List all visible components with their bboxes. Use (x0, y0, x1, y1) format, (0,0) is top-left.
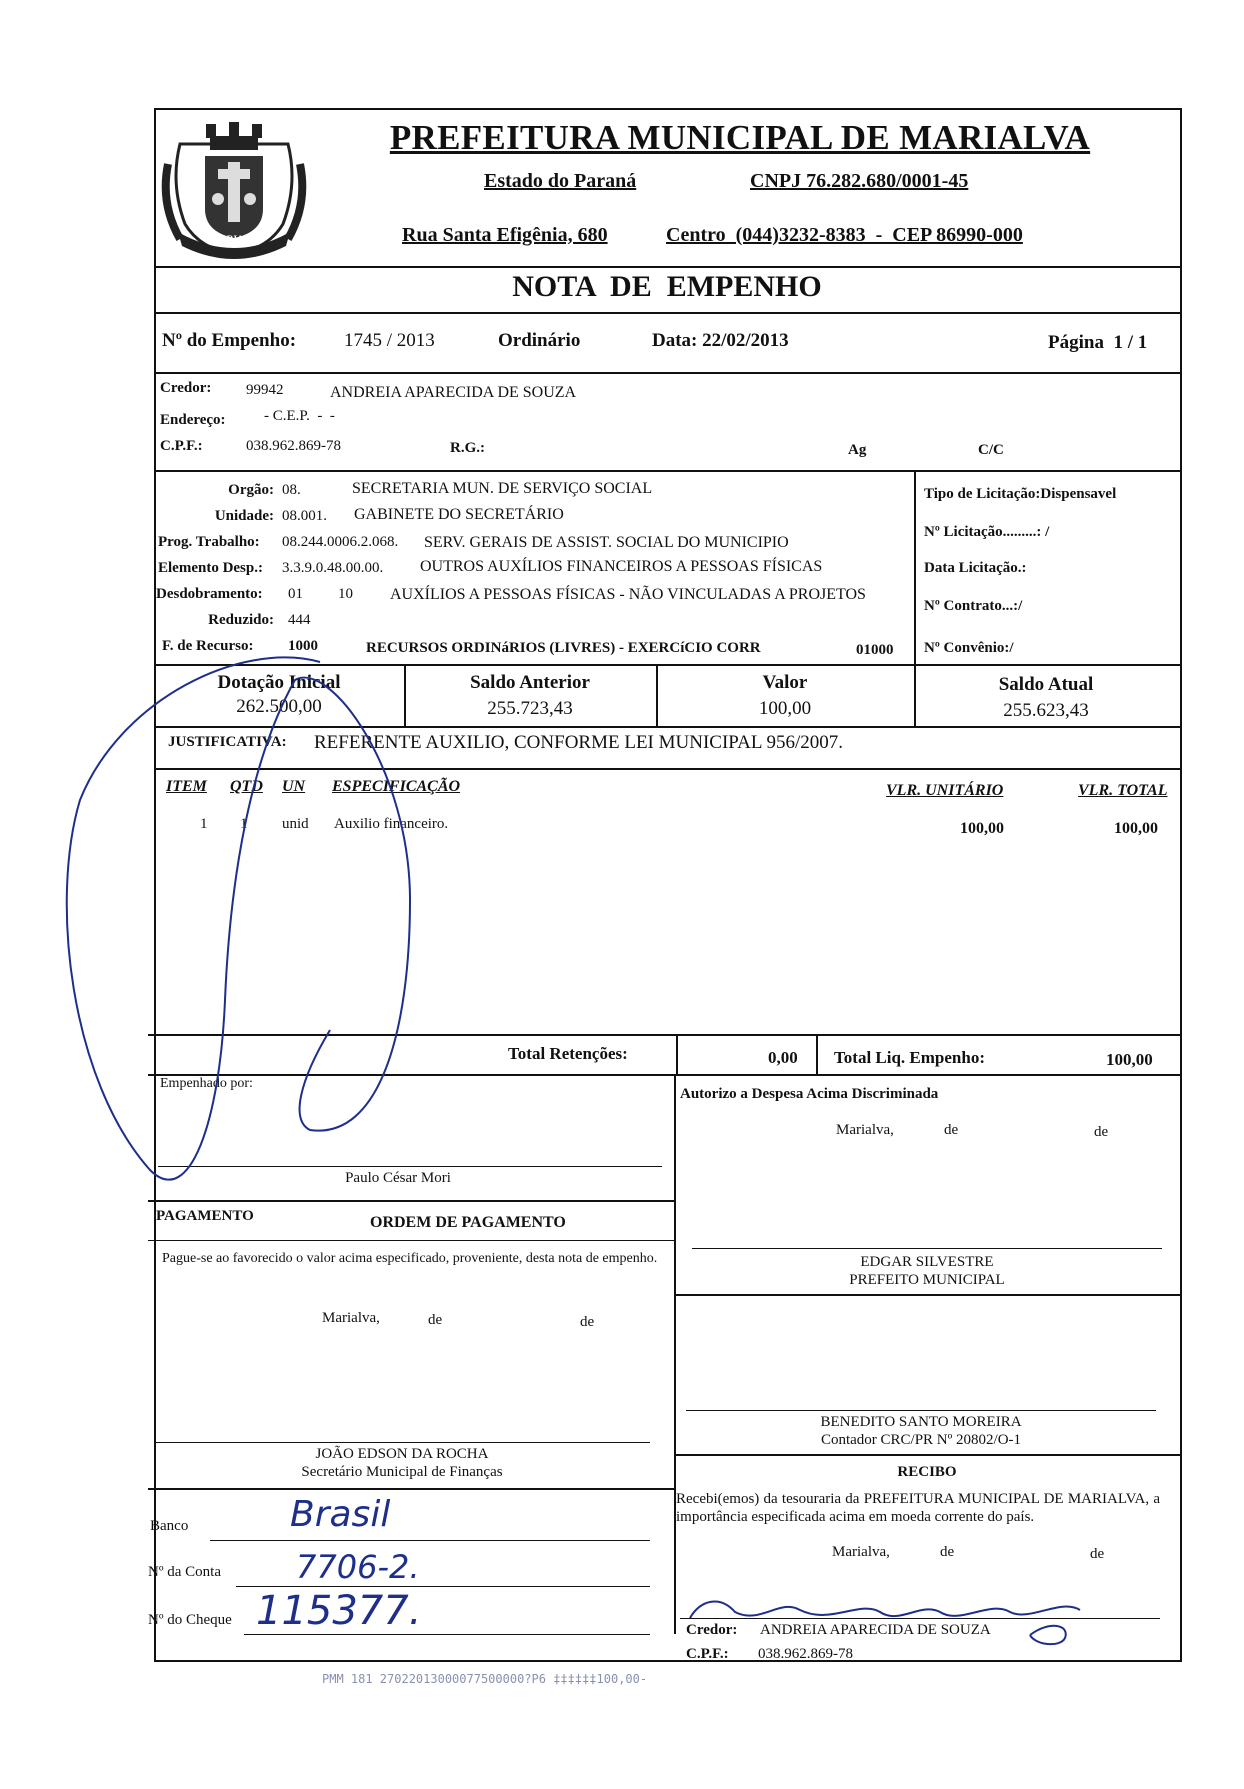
state-name: Estado do Paraná (484, 170, 637, 192)
pagamento-de-2: de (580, 1314, 595, 1330)
unidade-code: 08.001. (282, 508, 327, 524)
tipo-licitacao: Tipo de Licitação:Dispensavel (924, 486, 1117, 502)
pagamento-label: PAGAMENTO (156, 1208, 254, 1224)
total-liquido-label: Total Liq. Empenho: (834, 1048, 985, 1067)
autorizo-city: Marialva, (836, 1122, 894, 1138)
recibo-de-2: de (1090, 1546, 1105, 1562)
recibo-label: RECIBO (897, 1464, 957, 1480)
empenhado-label: Empenhado por: (160, 1076, 253, 1091)
elemento-code: 3.3.9.0.48.00.00. (282, 560, 384, 576)
elemento-name: OUTROS AUXÍLIOS FINANCEIROS A PESSOAS FÍSICAS (420, 558, 823, 575)
total-retencoes-value: 0,00 (768, 1048, 798, 1067)
conta-label: Nº da Conta (148, 1564, 221, 1580)
orgao-label: Orgão: (228, 482, 274, 498)
cnpj: CNPJ 76.282.680/0001-45 (750, 170, 969, 192)
autorizo-de-2: de (1094, 1124, 1109, 1140)
ordem-pagamento-label: ORDEM DE PAGAMENTO (370, 1214, 566, 1231)
credor-name: ANDREIA APARECIDA DE SOUZA (330, 384, 577, 401)
prog-code: 08.244.0006.2.068. (282, 534, 399, 550)
unidade-name: GABINETE DO SECRETÁRIO (354, 506, 564, 523)
cheque-label: Nº do Cheque (148, 1612, 232, 1628)
empenhado-signer: Paulo César Mori (345, 1170, 451, 1186)
empenho-number: 1745 / 2013 (344, 330, 435, 351)
col-item: ITEM (166, 778, 207, 795)
dotacao-label: Dotação Inicial (217, 672, 341, 693)
col-un: UN (282, 778, 306, 795)
pagamento-city: Marialva, (322, 1310, 380, 1326)
dotacao-value: 262.500,00 (236, 696, 322, 717)
recibo-credor-name: ANDREIA APARECIDA DE SOUZA (760, 1622, 991, 1638)
conta-value: 7706-2. (296, 1548, 420, 1586)
desdobramento-name: AUXÍLIOS A PESSOAS FÍSICAS - NÃO VINCULADAS A PROJETOS (390, 586, 866, 603)
total-liquido-value: 100,00 (1106, 1050, 1153, 1069)
row-especificacao: Auxilio financeiro. (334, 816, 449, 832)
recibo-credor-label: Credor: (686, 1622, 738, 1638)
address: Rua Santa Efigênia, 680 (402, 224, 608, 246)
desdobramento-code-2: 10 (338, 586, 353, 602)
unidade-label: Unidade: (214, 508, 274, 524)
valor-label: Valor (762, 672, 808, 693)
prog-name: SERV. GERAIS DE ASSIST. SOCIAL DO MUNICIPIO (424, 534, 789, 551)
recurso-label: F. de Recurso: (162, 638, 254, 654)
col-total: VLR. TOTAL (1078, 782, 1168, 799)
col-unitario: VLR. UNITÁRIO (886, 782, 1004, 799)
prog-label: Prog. Trabalho: (158, 534, 260, 550)
pagamento-de-1: de (428, 1312, 443, 1328)
row-item: 1 (200, 816, 208, 832)
saldo-anterior-value: 255.723,43 (487, 698, 573, 719)
orgao-code: 08. (282, 482, 301, 498)
row-qtd: 1 (240, 816, 248, 832)
prefeito-title: PREFEITO MUNICIPAL (849, 1272, 1005, 1288)
banco-label: Banco (150, 1518, 189, 1534)
recibo-cpf-value: 038.962.869-78 (758, 1646, 853, 1662)
recibo-text: Recebi(emos) da tesouraria da PREFEITURA MUNICIPAL DE MARIALVA, a importância especificada acima em moeda corrente do país. (676, 1491, 1160, 1525)
row-unitario: 100,00 (960, 820, 1004, 837)
endereco-value: - C.E.P. - - (264, 408, 335, 424)
phone-cep: Centro (044)3232-8383 - CEP 86990-000 (666, 224, 1023, 246)
total-retencoes-label: Total Retenções: (508, 1044, 628, 1063)
credor-label: Credor: (160, 380, 212, 396)
data-licitacao: Data Licitação.: (924, 560, 1027, 576)
footer-print-code: PMM 181 27022013000077500000?P6 ‡‡‡‡‡‡100,00- (322, 1672, 648, 1686)
prefeito-name: EDGAR SILVESTRE (860, 1254, 994, 1270)
recurso-code-2: 01000 (856, 642, 894, 658)
saldo-anterior-label: Saldo Anterior (470, 672, 590, 693)
col-qtd: QTD (230, 778, 263, 795)
saldo-atual-value: 255.623,43 (1003, 700, 1089, 721)
reduzido-value: 444 (288, 612, 311, 628)
endereco-label: Endereço: (160, 412, 226, 428)
valor-value: 100,00 (758, 698, 812, 719)
reduzido-label: Reduzido: (208, 612, 274, 628)
numero-contrato: Nº Contrato...:/ (924, 598, 1023, 614)
rg-label: R.G.: (450, 440, 485, 456)
municipality-title: PREFEITURA MUNICIPAL DE MARIALVA (389, 118, 1091, 157)
banco-value: Brasil (290, 1494, 391, 1535)
autorizo-label: Autorizo a Despesa Acima Discriminada (680, 1086, 939, 1102)
row-total: 100,00 (1114, 820, 1158, 837)
cpf-value: 038.962.869-78 (246, 438, 341, 454)
contador-name: BENEDITO SANTO MOREIRA (820, 1414, 1022, 1430)
empenho-number-label: Nº do Empenho: (162, 330, 297, 351)
empenho-type: Ordinário (498, 330, 581, 351)
desdobramento-code-1: 01 (288, 586, 303, 602)
recurso-name: RECURSOS ORDINáRIOS (LIVRES) - EXERCíCIO CORR (366, 640, 761, 656)
secretario-title: Secretário Municipal de Finanças (301, 1464, 503, 1480)
secretario-name: JOÃO EDSON DA ROCHA (315, 1446, 489, 1462)
numero-convenio: Nº Convênio:/ (924, 640, 1014, 656)
cc-label: C/C (978, 442, 1004, 458)
row-un: unid (282, 816, 309, 832)
numero-licitacao: Nº Licitação.........: / (924, 524, 1050, 540)
recibo-cpf-label: C.P.F.: (686, 1646, 729, 1662)
desdobramento-label: Desdobramento: (156, 586, 263, 602)
coat-of-arms-logo (160, 114, 308, 264)
page-number: Página 1 / 1 (1048, 332, 1148, 353)
autorizo-de-1: de (944, 1122, 959, 1138)
ag-label: Ag (848, 442, 867, 458)
contador-title: Contador CRC/PR Nº 20802/O-1 (820, 1432, 1022, 1448)
credor-code: 99942 (246, 382, 284, 398)
justificativa-label: JUSTIFICATIVA: (168, 734, 287, 750)
document-title: NOTA DE EMPENHO (512, 270, 822, 303)
recibo-de-1: de (940, 1544, 955, 1560)
pagamento-text: Pague-se ao favorecido o valor acima especificado, proveniente, desta nota de empenho. (162, 1251, 658, 1266)
coat-of-arms-label: MARIALVA (212, 234, 261, 244)
saldo-atual-label: Saldo Atual (998, 674, 1094, 695)
justificativa-text: REFERENTE AUXILIO, CONFORME LEI MUNICIPAL 956/2007. (314, 732, 844, 753)
cpf-label: C.P.F.: (160, 438, 203, 454)
empenho-date: Data: 22/02/2013 (652, 330, 789, 351)
cheque-value: 115377. (256, 1588, 422, 1634)
recurso-code: 1000 (288, 638, 318, 654)
elemento-label: Elemento Desp.: (158, 560, 263, 576)
recibo-city: Marialva, (832, 1544, 890, 1560)
orgao-name: SECRETARIA MUN. DE SERVIÇO SOCIAL (352, 480, 653, 497)
col-especificacao: ESPECIFICAÇÃO (332, 778, 461, 795)
